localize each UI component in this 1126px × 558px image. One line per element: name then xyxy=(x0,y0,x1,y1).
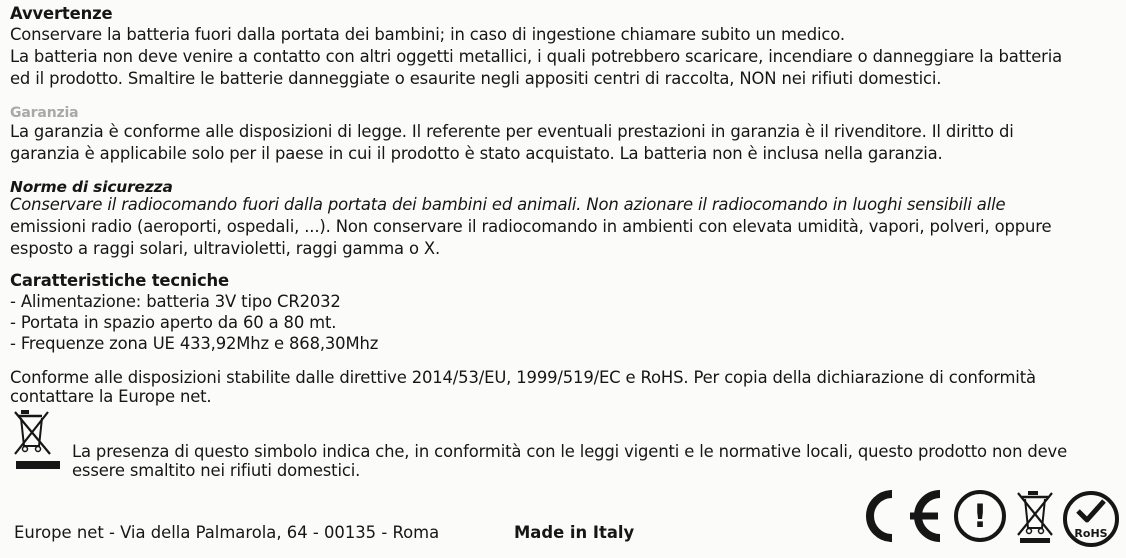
conformita-line-2: contattare la Europe net. xyxy=(10,387,212,406)
weee-line-1: La presenza di questo simbolo indica che, in conformità con le leggi vigenti e le normative locali, questo prodotto non deve xyxy=(72,442,1068,461)
caratteristiche-line-1: - Alimentazione: batteria 3V tipo CR2032 xyxy=(10,292,341,311)
ce-mark-icon xyxy=(848,486,948,546)
rohs-icon xyxy=(1062,490,1120,548)
garanzia-line-2: garanzia è applicabile solo per il paese in cui il prodotto è stato acquistato. La batteria non è inclusa nella garanzia. xyxy=(10,144,943,163)
conformita-line-1: Conforme alle disposizioni stabilite dalle direttive 2014/53/EU, 1999/519/EC e RoHS. Per copia della dichiarazione di conformità xyxy=(10,368,1036,387)
avvertenze-line-3: ed il prodotto. Smaltire le batterie danneggiate o esaurite negli appositi centri di raccolta, NON nei rifiuti domestici. xyxy=(10,69,942,88)
avvertenze-line-1: Conservare la batteria fuori dalla portata dei bambini; in caso di ingestione chiamare subito un medico. xyxy=(10,25,845,44)
garanzia-title: Garanzia xyxy=(10,105,79,121)
weee-line-2: essere smaltito nei rifiuti domestici. xyxy=(72,461,361,480)
norme-line-2: emissioni radio (aeroporti, ospedali, ...). Non conservare il radiocomando in ambienti con elevata umidità, vapori, polveri, oppure xyxy=(10,217,1052,236)
avvertenze-line-2: La batteria non deve venire a contatto con altri oggetti metallici, i quali potrebbero scaricare, incendiare o danneggiare la batteria xyxy=(10,47,1063,66)
alert-mark: ! xyxy=(972,497,988,535)
made-in-label: Made in Italy xyxy=(514,523,635,542)
norme-line-3: esposto a raggi solari, ultravioletti, raggi gamma o X. xyxy=(10,239,441,258)
alert-circle-icon xyxy=(952,488,1008,544)
caratteristiche-title: Caratteristiche tecniche xyxy=(10,271,229,290)
garanzia-line-1: La garanzia è conforme alle disposizioni di legge. Il referente per eventuali prestazioni in garanzia è il rivenditore. Il diritto di xyxy=(10,122,1014,141)
norme-line-1: Conservare il radiocomando fuori dalla portata dei bambini ed animali. Non azionare il radiocomando in luoghi sensibili alle xyxy=(10,195,1006,214)
rohs-label: RoHS xyxy=(1074,527,1108,540)
crossed-bin-icon xyxy=(12,408,64,472)
caratteristiche-line-2: - Portata in spazio aperto da 60 a 80 mt. xyxy=(10,313,337,332)
caratteristiche-line-3: - Frequenze zona UE 433,92Mhz e 868,30Mhz xyxy=(10,334,379,353)
norme-title: Norme di sicurezza xyxy=(10,178,173,196)
avvertenze-title: Avvertenze xyxy=(10,4,113,23)
footer-address: Europe net - Via della Palmarola, 64 - 00135 - Roma xyxy=(14,523,440,542)
crossed-bin-icon xyxy=(1014,488,1056,544)
